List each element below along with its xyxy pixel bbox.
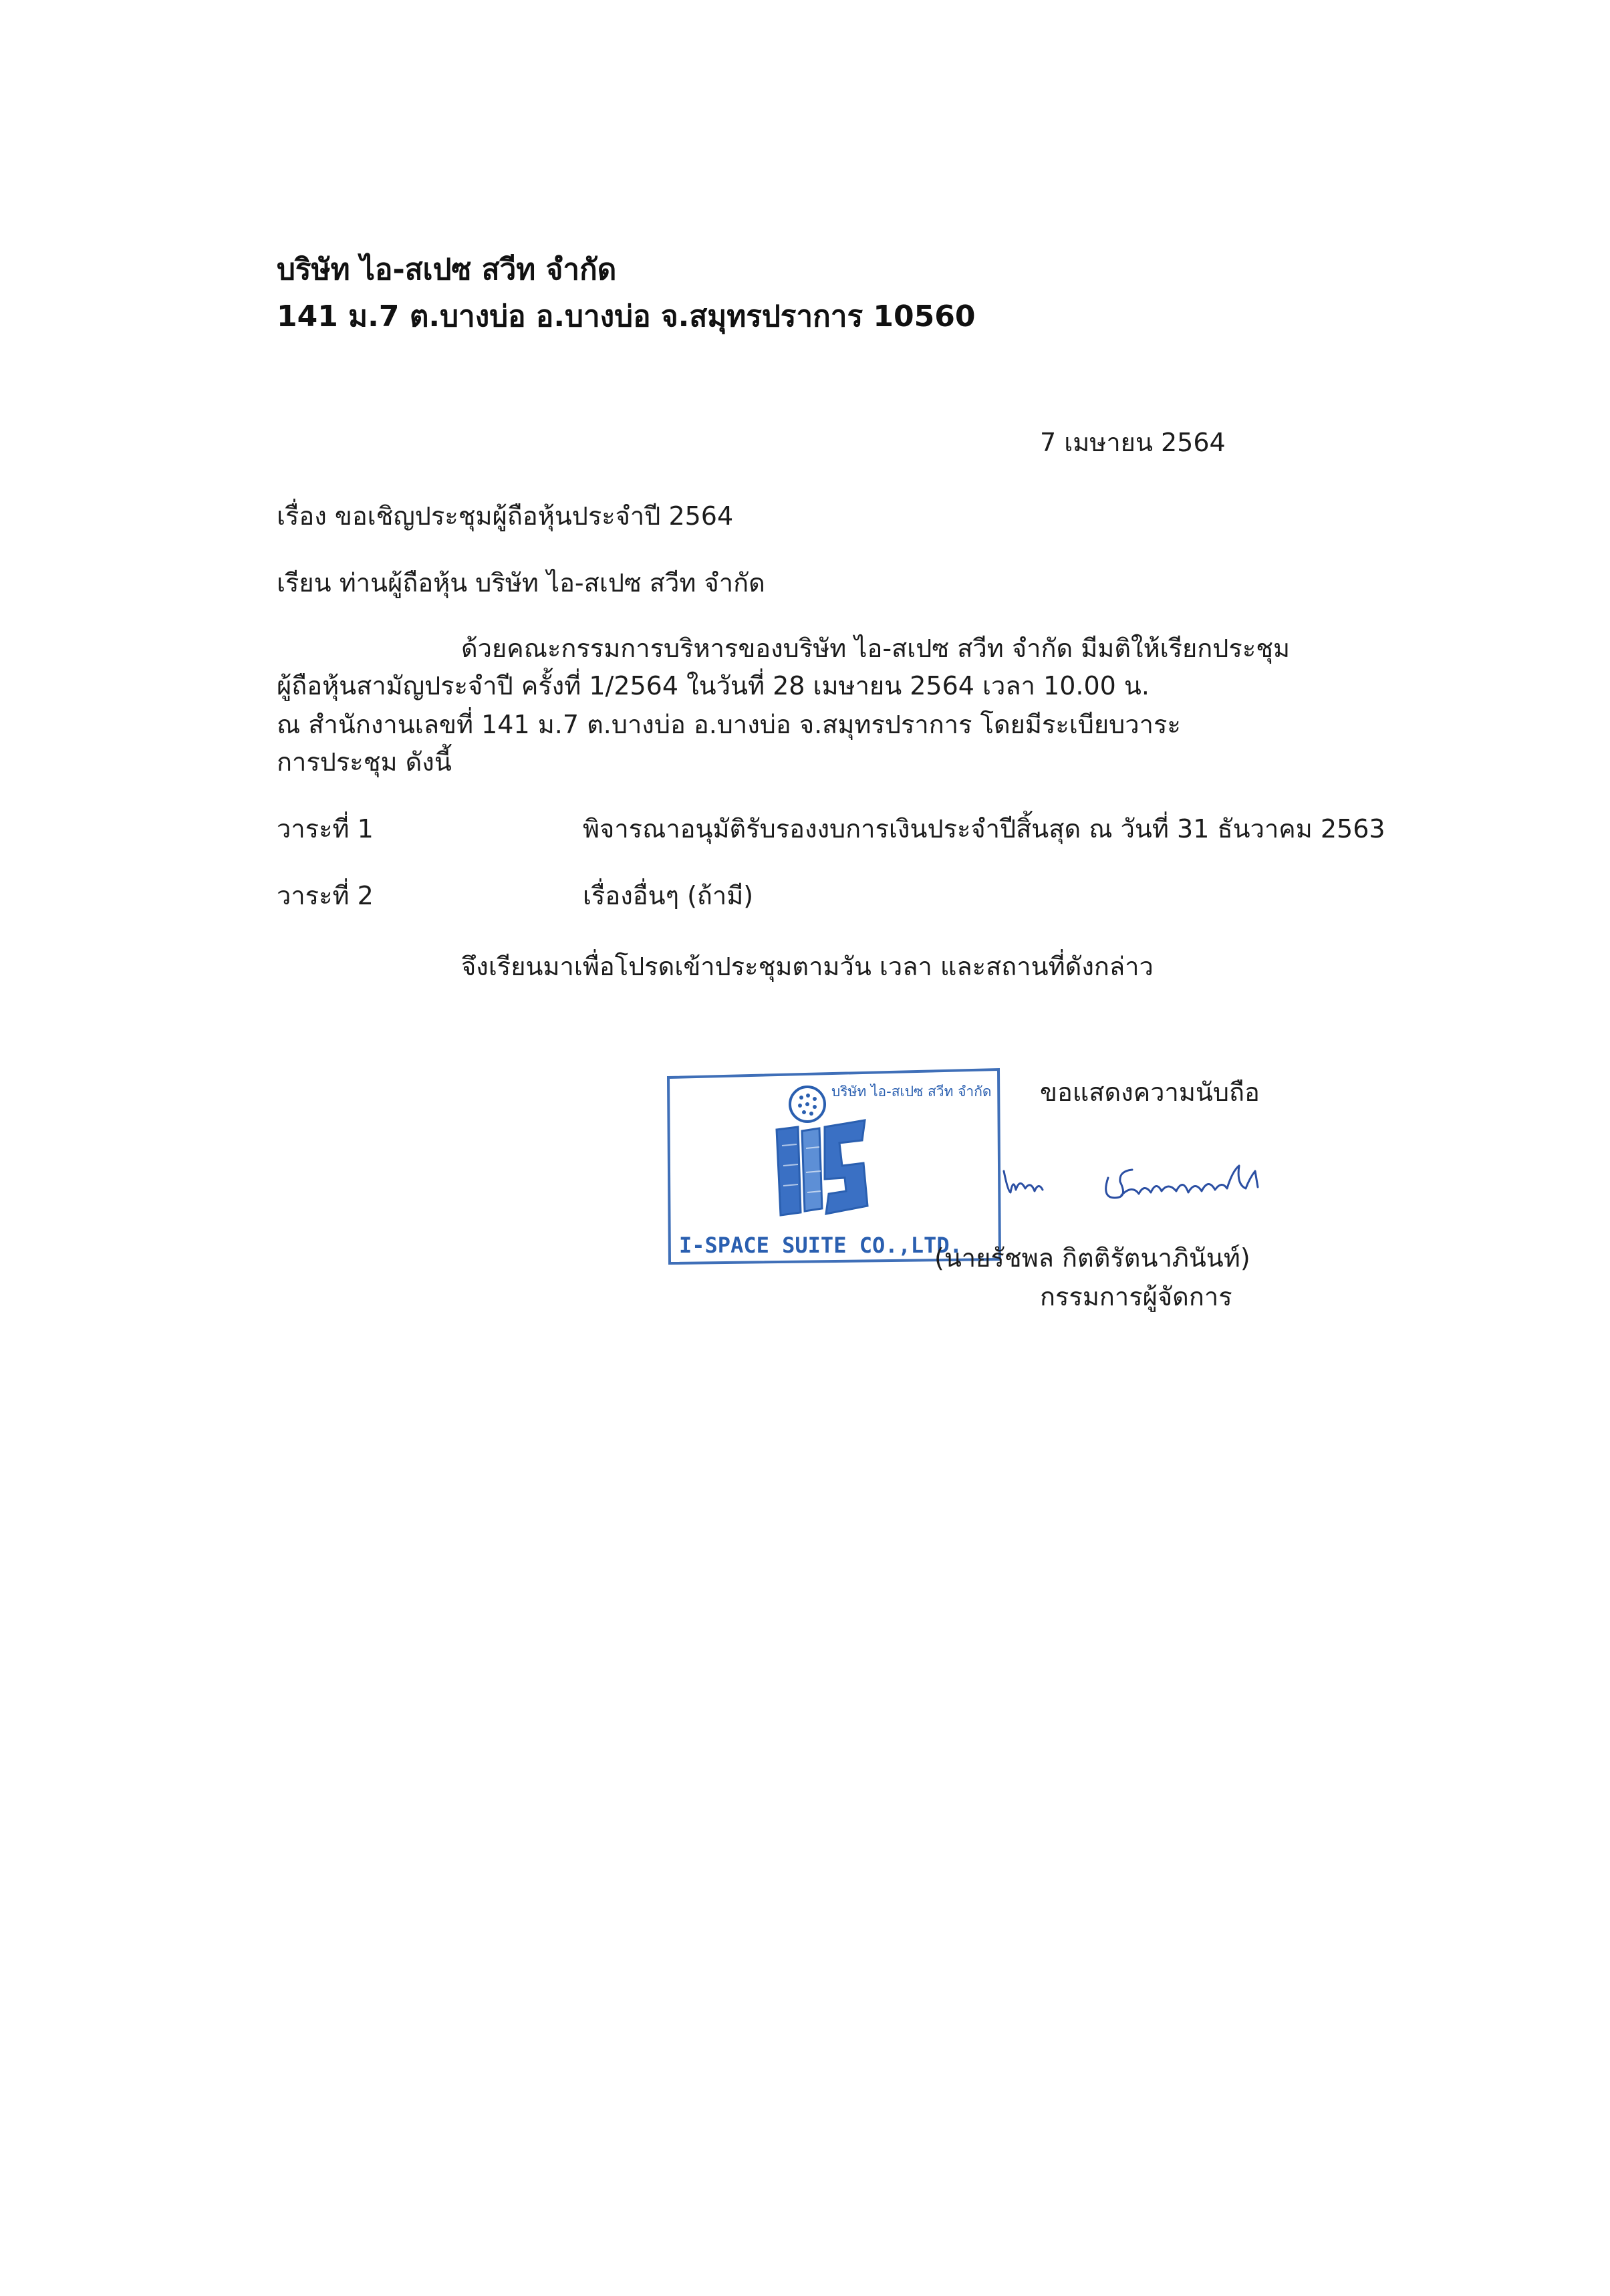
company-stamp — [664, 1065, 1002, 1266]
company-address: 141 ม.7 ต.บางบ่อ อ.บางบ่อ จ.สมุทรปราการ 10560 — [277, 299, 976, 334]
letter-date: 7 เมษายน 2564 — [1040, 428, 1226, 457]
paragraph-line: ณ สำนักงานเลขที่ 141 ม.7 ต.บางบ่อ อ.บางบ่อ จ.สมุทรปราการ โดยมีระเบียบวาระ — [277, 710, 1181, 739]
paragraph-line: การประชุม ดังนี้ — [277, 747, 452, 777]
handwritten-signature — [1001, 1151, 1282, 1225]
paragraph-line: ผู้ถือหุ้นสามัญประจำปี ครั้งที่ 1/2564 ในวันที่ 28 เมษายน 2564 เวลา 10.00 น. — [277, 671, 1150, 700]
agenda-text: พิจารณาอนุมัติรับรองงบการเงินประจำปีสิ้นสุด ณ วันที่ 31 ธันวาคม 2563 — [583, 814, 1385, 844]
letter-subject: เรื่อง ขอเชิญประชุมผู้ถือหุ้นประจำปี 2564 — [277, 501, 734, 531]
agenda-label: วาระที่ 1 — [277, 814, 374, 844]
agenda-text: เรื่องอื่นๆ (ถ้ามี) — [583, 881, 754, 910]
agenda-label: วาระที่ 2 — [277, 881, 374, 910]
stamp-english-text: I-SPACE SUITE CO.,LTD. — [679, 1233, 962, 1258]
signer-title: กรรมการผู้จัดการ — [1040, 1282, 1232, 1311]
closing-line: จึงเรียนมาเพื่อโปรดเข้าประชุมตามวัน เวลา และสถานที่ดังกล่าว — [461, 952, 1154, 981]
regards-text: ขอแสดงความนับถือ — [1040, 1077, 1260, 1107]
stamp-logo-icon — [777, 1087, 867, 1215]
signer-name: (นายรัชพล กิตติรัตนาภินันท์) — [934, 1243, 1250, 1273]
company-name: บริษัท ไอ-สเปซ สวีท จำกัด — [277, 253, 617, 287]
stamp-thai-text: บริษัท ไอ-สเปซ สวีท จำกัด — [831, 1083, 992, 1100]
letter-salutation: เรียน ท่านผู้ถือหุ้น บริษัท ไอ-สเปซ สวีท จำกัด — [277, 568, 765, 598]
paragraph-line: ด้วยคณะกรรมการบริหารของบริษัท ไอ-สเปซ สวีท จำกัด มีมติให้เรียกประชุม — [461, 634, 1291, 663]
